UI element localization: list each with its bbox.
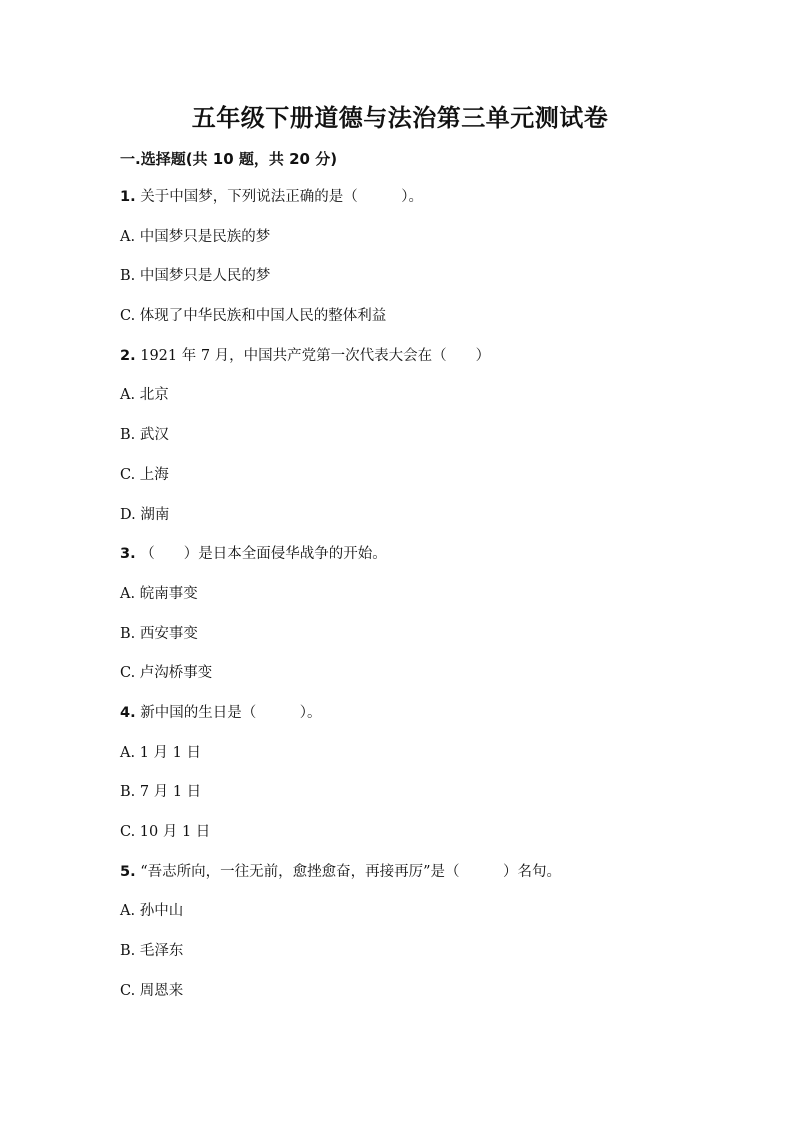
question-number: 2.	[120, 347, 136, 364]
question-1-option-c	[120, 306, 720, 346]
question-4-option-c	[120, 822, 720, 862]
question-text: 1921 年 7 月，中国共产党第一次代表大会在（ ）	[140, 347, 491, 364]
option-text: 中国梦只是人民的梦	[139, 268, 271, 285]
option-text: 卢沟桥事变	[139, 665, 213, 682]
option-letter: C.	[120, 308, 136, 325]
question-1-option-b	[120, 266, 720, 306]
option-text: 皖南事变	[139, 585, 198, 602]
question-2-option-a	[120, 385, 720, 425]
option-text: 中国梦只是民族的梦	[139, 228, 271, 245]
question-3-option-a	[120, 584, 720, 624]
question-text: “吾志所向，一往无前，愈挫愈奋，再接再厉”是（ ）名句。	[140, 863, 562, 880]
question-5-option-a	[120, 901, 720, 941]
option-letter: B.	[120, 943, 136, 960]
option-letter: A.	[120, 903, 136, 920]
question-3-option-b	[120, 624, 720, 664]
option-text: 北京	[139, 387, 169, 404]
question-text: （ ）是日本全面侵华战争的开始。	[140, 546, 387, 563]
question-text: 关于中国梦，下列说法正确的是（ ）。	[140, 189, 423, 205]
question-4-option-a	[120, 743, 720, 783]
option-text: 7 月 1 日	[139, 784, 202, 801]
question-1	[120, 187, 720, 227]
page-title: 五年级下册道德与法治第三单元测试卷	[191, 104, 609, 132]
option-letter: B.	[120, 625, 136, 642]
option-text: 孙中山	[139, 903, 184, 920]
question-number: 4.	[120, 704, 136, 721]
option-text: 毛泽东	[139, 943, 184, 960]
option-text: 10 月 1 日	[139, 824, 211, 840]
option-letter: A.	[120, 585, 136, 602]
option-text: 上海	[139, 466, 169, 483]
question-4	[120, 703, 720, 743]
question-2	[120, 346, 720, 386]
option-letter: B.	[120, 427, 136, 444]
question-3	[120, 544, 720, 584]
option-letter: B.	[120, 784, 136, 801]
question-5-option-c	[120, 981, 720, 1021]
option-letter: C.	[120, 982, 136, 999]
option-text: 周恩来	[139, 982, 184, 999]
option-text: 湖南	[140, 506, 170, 523]
option-text: 武汉	[139, 427, 169, 444]
question-3-option-c	[120, 663, 720, 703]
option-letter: C.	[120, 824, 136, 840]
question-text: 新中国的生日是（ ）。	[140, 704, 322, 721]
question-5-option-b	[120, 941, 720, 981]
option-text: 1 月 1 日	[139, 744, 201, 761]
question-2-option-b	[120, 425, 720, 465]
option-letter: C.	[120, 665, 136, 682]
option-letter: D.	[120, 506, 136, 523]
question-number: 1.	[120, 189, 136, 205]
question-4-option-b	[120, 782, 720, 822]
question-list	[120, 187, 720, 1020]
question-number: 5.	[120, 863, 136, 880]
option-letter: A.	[120, 228, 136, 245]
option-text: 西安事变	[139, 625, 198, 642]
question-2-option-d	[120, 505, 720, 545]
question-number: 3.	[120, 546, 136, 563]
option-letter: A.	[120, 744, 136, 761]
option-letter: C.	[120, 466, 136, 483]
question-5	[120, 862, 720, 902]
question-1-option-a	[120, 227, 720, 267]
option-text: 体现了中华民族和中国人民的整体利益	[139, 308, 387, 325]
option-letter: A.	[120, 387, 136, 404]
section-heading: 一.选择题(共 10 题，共 20 分)	[120, 150, 338, 168]
option-letter: B.	[120, 268, 136, 285]
question-2-option-c	[120, 465, 720, 505]
